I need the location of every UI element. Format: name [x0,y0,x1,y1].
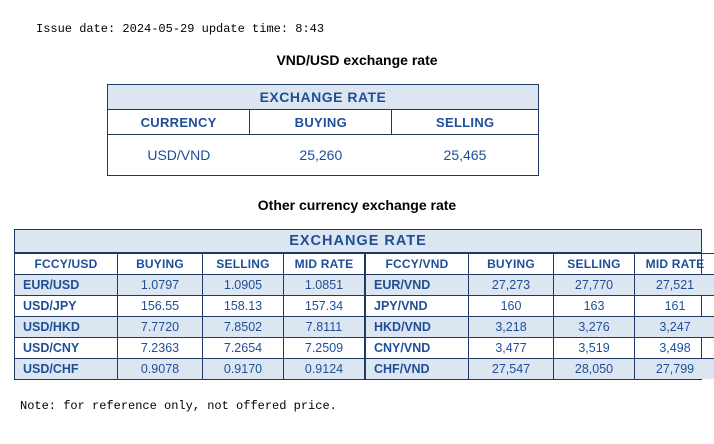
cell-selling: 7.8502 [203,317,284,338]
footer-note: Note: for reference only, not offered price. [20,399,337,413]
column-header-selling: SELLING [203,254,284,275]
cell-buying: 7.7720 [118,317,203,338]
table-row [108,135,539,176]
cell-mid-rate: 3,498 [635,338,714,359]
column-header-mid-rate: MID RATE [635,254,714,275]
cell-mid-rate: 1.0851 [284,275,365,296]
exchange-rate-banner: EXCHANGE RATE [108,85,539,110]
table-banner-row [108,85,539,110]
column-header-currency: CURRENCY [108,110,250,135]
other-exchange-rate-banner: EXCHANGE RATE [15,230,701,253]
column-header-buying: BUYING [250,110,392,135]
cell-mid-rate: 3,247 [635,317,714,338]
vnd-usd-exchange-rate-table [107,84,539,176]
cell-selling: 25,465 [392,135,539,176]
page-title: VND/USD exchange rate [276,52,438,68]
cell-mid-rate: 27,521 [635,275,714,296]
cell-pair: HKD/VND [366,317,469,338]
cell-buying: 160 [469,296,554,317]
cell-buying: 156.55 [118,296,203,317]
cell-pair: EUR/USD [15,275,118,296]
column-header-selling: SELLING [554,254,635,275]
cell-selling: 28,050 [554,359,635,380]
column-header-buying: BUYING [469,254,554,275]
column-header-fccy-vnd: FCCY/VND [366,254,469,275]
cell-pair: EUR/VND [366,275,469,296]
table-row [366,338,714,359]
cell-selling: 3,519 [554,338,635,359]
cell-pair: USD/JPY [15,296,118,317]
table-row [15,359,365,380]
table-row [15,296,365,317]
table-header-row [366,254,714,275]
cell-buying: 7.2363 [118,338,203,359]
table-header-row [108,110,539,135]
cell-buying: 25,260 [250,135,392,176]
cell-mid-rate: 7.8111 [284,317,365,338]
cell-buying: 27,547 [469,359,554,380]
cell-mid-rate: 27,799 [635,359,714,380]
column-header-buying: BUYING [118,254,203,275]
other-table-grid [15,253,705,379]
cell-pair: USD/CHF [15,359,118,380]
table-row [366,275,714,296]
cell-buying: 27,273 [469,275,554,296]
fccy-usd-table [15,253,365,379]
cell-mid-rate: 161 [635,296,714,317]
table-row [366,359,714,380]
cell-selling: 0.9170 [203,359,284,380]
cell-currency: USD/VND [108,135,250,176]
cell-selling: 27,770 [554,275,635,296]
cell-pair: JPY/VND [366,296,469,317]
cell-selling: 158.13 [203,296,284,317]
table-header-row [15,254,365,275]
column-header-mid-rate: MID RATE [284,254,365,275]
cell-pair: CNY/VND [366,338,469,359]
cell-selling: 3,276 [554,317,635,338]
table-row [366,296,714,317]
cell-mid-rate: 0.9124 [284,359,365,380]
table-row [15,317,365,338]
cell-selling: 163 [554,296,635,317]
cell-buying: 3,218 [469,317,554,338]
cell-pair: USD/CNY [15,338,118,359]
cell-buying: 3,477 [469,338,554,359]
other-currency-exchange-rate-table [14,229,705,380]
cell-selling: 7.2654 [203,338,284,359]
table-row [366,317,714,338]
cell-pair: CHF/VND [366,359,469,380]
cell-mid-rate: 157.34 [284,296,365,317]
section-title-other-currency: Other currency exchange rate [257,197,457,213]
cell-pair: USD/HKD [15,317,118,338]
table-row [15,275,365,296]
cell-buying: 0.9078 [118,359,203,380]
cell-buying: 1.0797 [118,275,203,296]
issue-date-line: Issue date: 2024-05-29 update time: 8:43 [36,22,325,36]
table-row [15,338,365,359]
fccy-vnd-table [365,253,714,379]
cell-mid-rate: 7.2509 [284,338,365,359]
column-header-selling: SELLING [392,110,539,135]
column-header-fccy-usd: FCCY/USD [15,254,118,275]
cell-selling: 1.0905 [203,275,284,296]
